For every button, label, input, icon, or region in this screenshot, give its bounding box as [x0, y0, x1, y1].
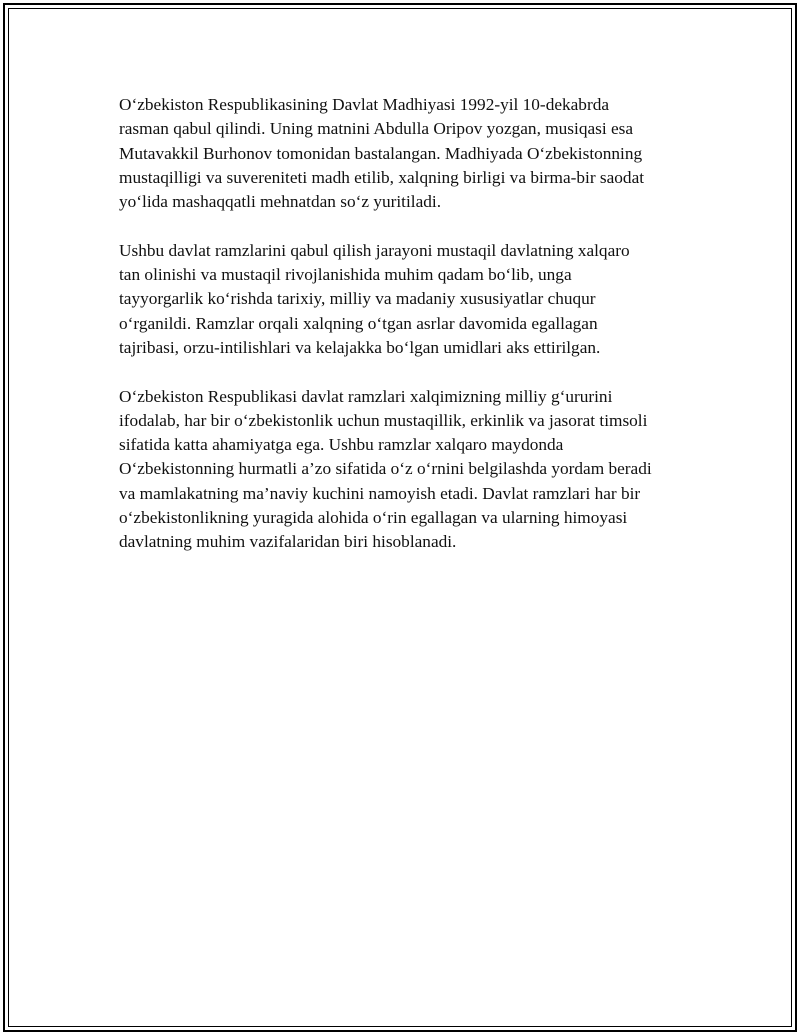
text-line: va mamlakatning ma’naviy kuchini namoyish etadi. Davlat ramzlari har bir — [119, 483, 641, 503]
text-line: O‘zbekiston Respublikasining Davlat Madhiyasi 1992-yil 10-dekabrda — [119, 95, 610, 114]
paragraph-symbols-significance — [119, 385, 699, 555]
text-line: Ushbu davlat ramzlarini qabul qilish jarayoni mustaqil davlatning xalqaro — [119, 240, 630, 260]
text-line: tayyorgarlik ko‘rishda tarixiy, milliy va madaniy xususiyatlar chuqur — [119, 289, 596, 309]
text-line: tajribasi, orzu-intilishlari va kelajakka bo‘lgan umidlari aks ettirilgan. — [119, 337, 601, 357]
paragraph-anthem-adoption — [119, 93, 699, 214]
text-line: Mutavakkil Burhonov tomonidan bastalangan. Madhiyada O‘zbekistonning — [119, 143, 643, 163]
text-line: davlatning muhim vazifalaridan biri hisoblanadi. — [119, 532, 457, 552]
text-line: mustaqilligi va suvereniteti madh etilib, xalqning birligi va birma-bir saodat — [119, 167, 645, 187]
text-line: O‘zbekiston Respublikasi davlat ramzlari xalqimizning milliy g‘ururini — [119, 386, 613, 406]
text-line: tan olinishi va mustaqil rivojlanishida muhim qadam bo‘lib, unga — [119, 265, 572, 285]
document-body — [119, 93, 699, 579]
text-line: yo‘lida mashaqqatli mehnatdan so‘z yuritiladi. — [119, 192, 442, 212]
text-line: rasman qabul qilindi. Uning matnini Abdulla Oripov yozgan, musiqasi esa — [119, 119, 634, 139]
text-line: ifodalab, har bir o‘zbekistonlik uchun mustaqillik, erkinlik va jasorat timsoli — [119, 410, 648, 430]
text-line: sifatida katta ahamiyatga ega. Ushbu ramzlar xalqaro maydonda — [119, 435, 564, 455]
text-line: o‘zbekistonlikning yuragida alohida o‘rin egallagan va ularning himoyasi — [119, 508, 628, 528]
text-line: o‘rganildi. Ramzlar orqali xalqning o‘tgan asrlar davomida egallagan — [119, 313, 598, 333]
text-line: O‘zbekistonning hurmatli a’zo sifatida o‘z o‘rnini belgilashda yordam beradi — [119, 459, 652, 479]
paragraph-symbols-adoption — [119, 239, 699, 360]
